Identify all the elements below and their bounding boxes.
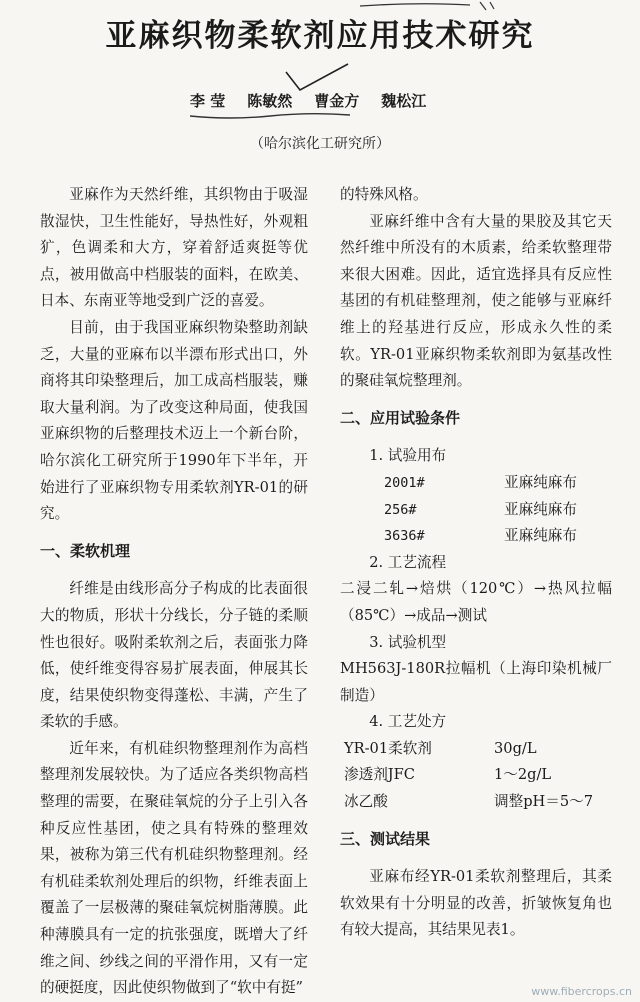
fabric-code: 3636# [384,528,425,545]
author-name: 陈敏然 [247,92,293,110]
body-paragraph: 亚麻作为天然纤维，其织物由于吸湿散湿快，卫生性能好，导热性好，外观粗犷，色调柔和大方，穿着舒适爽挺等优点，被用做高中档服装的面料，在欧美、日本、东南亚等地受到广泛的喜爱。 [40,186,308,310]
author-list [190,90,470,111]
right-column [340,182,612,944]
item-title: 2. 工艺流程 [369,553,447,571]
fabric-code: 2001# [384,474,425,491]
process-flow: 二浸二轧→焙烘（120℃）→热风拉幅（85℃）→成品→测试 [340,580,612,624]
formula-value: 30g/L [494,739,537,757]
formula-row [340,762,612,789]
fabric-desc: 亚麻纯麻布 [504,500,577,518]
fabric-desc: 亚麻纯麻布 [504,527,577,545]
formula-name: 渗透剂JFC [344,766,415,784]
formula-name: 冰乙酸 [344,793,388,811]
fabric-row [340,470,612,497]
formula-value: 1～2g/L [494,766,552,784]
item-title: 3. 试验机型 [369,633,447,651]
body-paragraph: 近年来，有机硅织物整理剂作为高档整理剂发展较快。为了适应各类织物高档整理的需要，在聚硅氧烷的分子上引入各种反应性基团，使之具有特殊的整理效果，被称为第三代有机硅织物整理剂。经有机硅柔软剂处理后的织物，纤维表面上覆盖了一层极薄的聚硅氧烷树脂薄膜。此种薄膜具有一定的抗张强度，既增大了纤维之间、纱线之间的平滑作用，又有一定的硬挺度，因此使织物做到了“软中有挺” [40,739,308,997]
body-paragraph-continuation: 的特殊风格。 [340,186,428,203]
fabric-desc: 亚麻纯麻布 [504,473,577,491]
section-heading: 三、测试结果 [340,829,431,848]
fabric-row [340,497,612,524]
formula-row [340,736,612,763]
body-paragraph: 纤维是由线形高分子构成的比表面很大的物质，形状十分线长，分子链的柔顺性也很好。吸附柔软剂之后，表面张力降低，使纤维变得容易扩展表面，伸展其长度，结果使织物变得蓬松、丰满，产生了柔软的手感。 [40,580,308,731]
author-name: 曹金方 [314,92,360,110]
left-column [40,182,308,1002]
fabric-row [340,523,612,550]
body-paragraph: 目前，由于我国亚麻织物染整助剂缺乏，大量的亚麻布以半漂布形式出口，外商将其印染整理后，加工成高档服装，赚取大量利润。为了改变这种局面，使我国亚麻织物的后整理技术迈上一个新台阶，哈尔滨化工研究所于1990年下半年，开始进行了亚麻织物专用柔软剂YR-01的研究。 [40,318,308,523]
fabric-code: 256# [384,501,417,518]
item-title: 4. 工艺处方 [369,713,447,731]
author-underline [190,110,350,124]
page-title: 亚麻织物柔软剂应用技术研究 [105,18,535,54]
formula-row [340,789,612,816]
site-watermark: www.fibercrops.cn [531,985,632,998]
section-heading: 一、柔软机理 [40,541,131,560]
affiliation: （哈尔滨化工研究所） [250,136,390,152]
item-title: 1. 试验用布 [369,447,447,465]
body-paragraph: 亚麻纤维中含有大量的果胶及其它天然纤维中所没有的木质素，给柔软整理带来很大困难。因此，适宜选择具有反应性基团的有机硅整理剂，使之能够与亚麻纤维上的羟基进行反应，形成永久性的柔软。YR-01亚麻织物柔软剂即为氨基改性的聚硅氧烷整理剂。 [340,212,612,390]
machine-model: MH563J-180R拉幅机（上海印染机械厂制造） [340,660,612,704]
body-paragraph: 亚麻布经YR-01柔软剂整理后，其柔软效果有十分明显的改善，折皱恢复角也有较大提高，其结果见表1。 [340,868,612,939]
author-name: 魏松江 [381,92,427,110]
section-heading: 二、应用试验条件 [340,408,461,427]
formula-name: YR-01柔软剂 [344,739,432,757]
formula-value: 调整pH＝5～7 [494,793,594,811]
author-name: 李 莹 [190,92,226,110]
